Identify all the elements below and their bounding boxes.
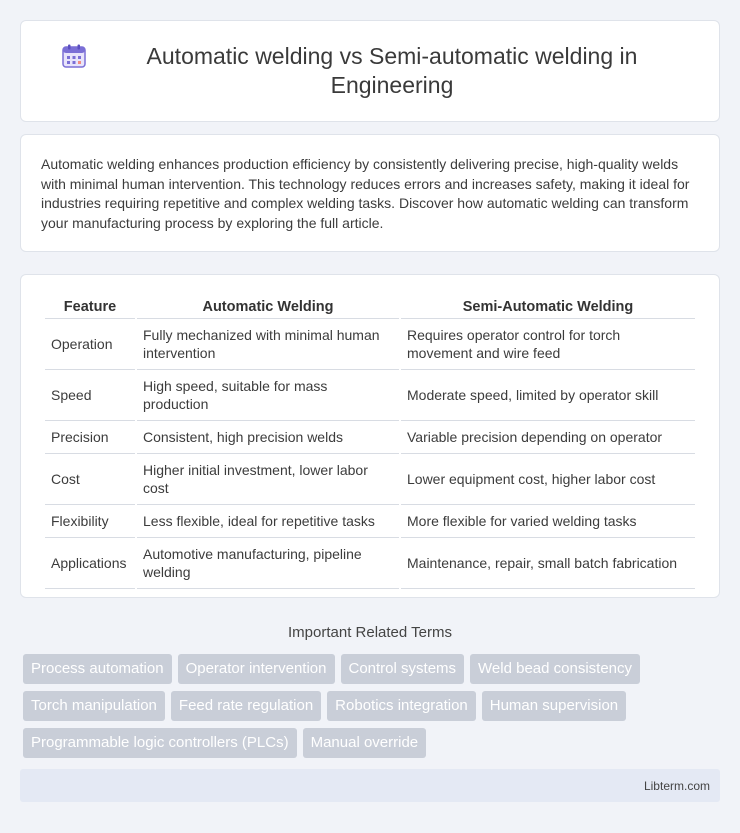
table-cell: Maintenance, repair, small batch fabrication	[401, 538, 695, 589]
table-cell: Variable precision depending on operator	[401, 421, 695, 454]
tag-feed-rate-regulation[interactable]: Feed rate regulation	[171, 691, 321, 721]
tag-operator-intervention[interactable]: Operator intervention	[178, 654, 335, 684]
table-cell: Automotive manufacturing, pipeline welding	[137, 538, 399, 589]
table-cell: Operation	[45, 319, 135, 370]
table-row	[45, 505, 695, 538]
header-semi-automatic: Semi-Automatic Welding	[401, 295, 695, 319]
related-terms-title: Important Related Terms	[288, 624, 452, 641]
table-cell: Requires operator control for torch movement and wire feed	[401, 319, 695, 370]
table-cell: Lower equipment cost, higher labor cost	[401, 454, 695, 505]
tag-human-supervision[interactable]: Human supervision	[482, 691, 626, 721]
table-row	[45, 421, 695, 454]
comparison-table	[43, 295, 697, 589]
table-cell: Consistent, high precision welds	[137, 421, 399, 454]
intro-text: Automatic welding enhances production efficiency by consistently delivering precise, high-quality welds with minimal human intervention. This technology reduces errors and increases safety, making it ideal for industries requiring repetitive and complex welding tasks. Discover how automatic welding can transform your manufacturing process by exploring the full article.	[41, 156, 690, 231]
table-cell: Higher initial investment, lower labor cost	[137, 454, 399, 505]
tag-control-systems[interactable]: Control systems	[341, 654, 465, 684]
intro-card	[20, 134, 720, 252]
table-row	[45, 454, 695, 505]
tag-manual-override[interactable]: Manual override	[303, 728, 427, 758]
related-terms-list	[20, 654, 690, 758]
title-card	[20, 20, 720, 122]
tag-plcs[interactable]: Programmable logic controllers (PLCs)	[23, 728, 297, 758]
tag-torch-manipulation[interactable]: Torch manipulation	[23, 691, 165, 721]
table-cell: More flexible for varied welding tasks	[401, 505, 695, 538]
table-cell: Flexibility	[45, 505, 135, 538]
table-header-row	[45, 295, 695, 319]
comparison-card	[20, 274, 720, 598]
calendar-icon	[61, 43, 87, 69]
tag-robotics-integration[interactable]: Robotics integration	[327, 691, 476, 721]
table-row	[45, 370, 695, 421]
table-row	[45, 538, 695, 589]
table-cell: Applications	[45, 538, 135, 589]
footer	[20, 769, 720, 802]
title-block	[61, 42, 679, 100]
tag-weld-bead-consistency[interactable]: Weld bead consistency	[470, 654, 640, 684]
table-cell: Fully mechanized with minimal human intervention	[137, 319, 399, 370]
table-cell: Moderate speed, limited by operator skill	[401, 370, 695, 421]
tag-process-automation[interactable]: Process automation	[23, 654, 172, 684]
table-cell: Precision	[45, 421, 135, 454]
header-automatic: Automatic Welding	[137, 295, 399, 319]
table-cell: High speed, suitable for mass production	[137, 370, 399, 421]
table-cell: Speed	[45, 370, 135, 421]
table-cell: Cost	[45, 454, 135, 505]
header-feature: Feature	[45, 295, 135, 319]
page-title: Automatic welding vs Semi-automatic welding in Engineering	[146, 43, 638, 98]
footer-site-link[interactable]: Libterm.com	[643, 778, 710, 793]
table-cell: Less flexible, ideal for repetitive tasks	[137, 505, 399, 538]
table-row	[45, 319, 695, 370]
